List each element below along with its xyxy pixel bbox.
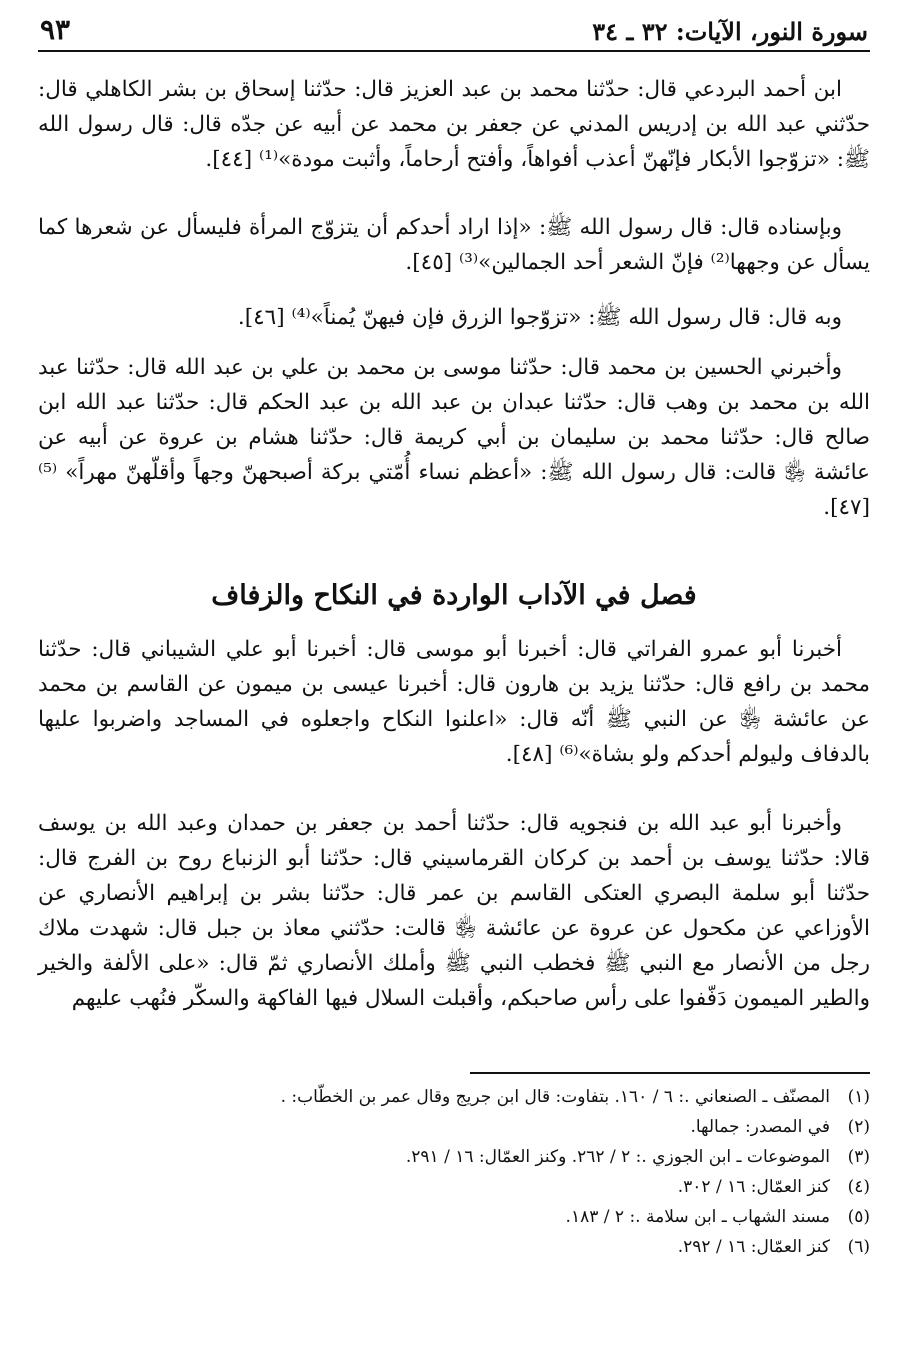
footnote-number: (٦) [847,1237,870,1257]
footnote-item [38,1172,870,1202]
footnote-text: المصنّف ـ الصنعاني .: ٦ / ١٦٠. بتفاوت: قال ابن جريج وقال عمر بن الخطّاب: . [280,1087,830,1107]
paragraph-2: وبإسناده قال: قال رسول الله ﷺ: «إذا اراد أحدكم أن يتزوّج المرأة فليسأل عن شعرها كما يسأل عن وجهها⁽²⁾ فإنّ الشعر أحد الجمالين»⁽³⁾ [٤٥]. [38,215,870,275]
footnote-number: (٣) [847,1147,870,1167]
section-paragraph-1: أخبرنا أبو عمرو الفراتي قال: أخبرنا أبو موسى قال: أخبرنا أبو علي الشيباني قال: حدّثنا محمد بن رافع قال: حدّثنا يزيد بن هارون قال: أخبرنا عيسى بن ميمون عن القاسم بن محمد عن عائشة ﵂ عن النبي ﷺ أنّه قال: «اعلنوا النكاح واجعلوه في المساجد واضربوا عليها بالدفاف وليولم أحدكم ولو بشاة»⁽⁶⁾ [٤٨]. [38,637,870,767]
footnote-text: في المصدر: جمالها. [690,1117,830,1137]
section-paragraph-2: وأخبرنا أبو عبد الله بن فنجويه قال: حدّثنا أحمد بن جعفر بن حمدان وعبد الله بن يوسف قالا: حدّثنا يوسف بن أحمد بن كركان القرماسيني قال: حدّثنا أبو الزنباع روح بن الفرج قال: حدّثنا أبو سلمة البصري العتكى القاسم بن عمر قال: حدّثنا بشر بن إبراهيم الأنصاري عن الأوزاعي عن مكحول عن عروة عن عائشة ﵂ قالت: حدّثني معاذ بن جبل قال: شهدت ملاك رجل من الأنصار مع النبي ﷺ فخطب النبي ﷺ وأملك الأنصاري ثمّ قال: «على الألفة والخير والطير الميمون دَفّفوا على رأس صاحبكم، وأقبلت السلال فيها الفاكهة والسكّر فنُهب عليهم [38,811,870,1011]
footnote-text: كنز العمّال: ١٦ / ٣٠٢. [677,1177,830,1197]
footnote-text: كنز العمّال: ١٦ / ٢٩٢. [677,1237,830,1257]
footnote-text: مسند الشهاب ـ ابن سلامة .: ٢ / ١٨٣. [565,1207,830,1227]
section-heading: فصل في الآداب الواردة في النكاح والزفاف [211,580,697,611]
footnote-item [38,1142,870,1172]
footnote-item [38,1112,870,1142]
paragraph-3: وبه قال: قال رسول الله ﷺ: «تزوّجوا الزرق فإن فيهنّ يُمناً»⁽⁴⁾ [٤٦]. [237,305,842,330]
running-title: سورة النور، الآيات: ٣٢ ـ ٣٤ [592,17,868,46]
footnote-item [38,1202,870,1232]
paragraph-1: ابن أحمد البردعي قال: حدّثنا محمد بن عبد العزيز قال: حدّثنا إسحاق بن بشر الكاهلي قال: حدّثني عبد الله بن إدريس المدني عن جعفر بن محمد عن أبيه عن جدّه قال: قال رسول الله ﷺ: «تزوّجوا الأبكار فإنّهنّ أعذب أفواهاً، وأفتح أرحاماً، وأثبت مودة»⁽¹⁾ [٤٤]. [38,77,870,172]
footnote-separator [470,1072,870,1074]
footnote-number: (٢) [847,1117,870,1137]
paragraph-4: وأخبرني الحسين بن محمد قال: حدّثنا موسى بن محمد بن علي بن عبد الله قال: حدّثنا عبد الله بن محمد بن وهب قال: حدّثنا عبدان بن عبد الله بن عبد الحكم قال: حدّثنا عبد الله ابن صالح قال: حدّثنا محمد بن سليمان بن أبي كريمة قال: حدّثنا هشام بن عروة عن أبيه عن عائشة ﵂ قالت: قال رسول الله ﷺ: «أعظم نساء أُمّتي بركة أصبحهنّ وجهاً وأقلّهنّ مهراً» ⁽⁵⁾[٤٧]. [38,355,870,520]
page-header [38,6,870,52]
footnote-item [38,1232,870,1262]
footnote-number: (٥) [847,1207,870,1227]
footnote-number: (٤) [847,1177,870,1197]
footnote-item [38,1082,870,1112]
page-number: ٩٣ [40,13,71,46]
footnotes [38,1082,870,1262]
footnote-number: (١) [847,1087,870,1107]
footnote-text: الموضوعات ـ ابن الجوزي .: ٢ / ٢٦٢. وكنز العمّال: ١٦ / ٢٩١. [405,1147,830,1167]
